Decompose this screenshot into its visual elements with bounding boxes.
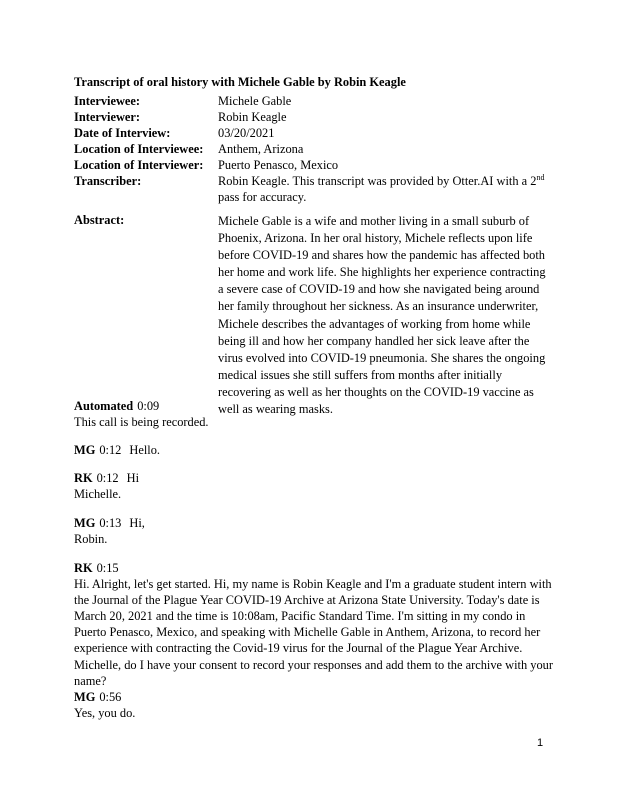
transcriber-text-end: pass for accuracy. (218, 190, 307, 204)
timestamp: 0:15 (96, 561, 119, 575)
meta-label: Interviewee: (74, 94, 141, 108)
timestamp: 0:13 (99, 516, 122, 530)
abstract-text: Michele Gable is a wife and mother living in a small suburb of Phoenix, Arizona. In her oral history, Michele reflects upon life before COVID-19 and shares how the pandemic has affected both her home and work life. She highlights her experience contracting a severe case of COVID-19 and how she navigated being around her family throughout her sickness. As an insurance underwriter, Michele describes the advantages of working from home while being ill and how her company handled her sick leave after the virus evolved into COVID-19 pneumonia. She shares the ongoing medical issues she still suffers from months after initially recovering as well as her thoughts on the COVID-19 vaccine as well as wearing masks. (218, 214, 546, 417)
timestamp: 0:56 (99, 690, 122, 704)
transcript-turn (74, 442, 554, 458)
turn-text: Hi, (129, 516, 145, 530)
ordinal-suffix: nd (536, 172, 545, 182)
meta-label: Interviewer: (74, 110, 141, 124)
meta-value: Robin Keagle (218, 110, 287, 124)
transcript-turn (74, 398, 554, 430)
speaker-label: RK (74, 471, 93, 485)
transcript-turn (74, 470, 554, 502)
transcript-turn (74, 560, 554, 689)
turn-text: Hello. (129, 443, 161, 457)
page-number: 1 (537, 737, 544, 749)
turn-text-continued: Michelle. (74, 487, 122, 502)
timestamp: 0:12 (96, 471, 119, 485)
turn-text: Hi. Alright, let's get started. Hi, my name is Robin Keagle and I'm a graduate student intern with the Journal of the Plague Year COVID-19 Archive at Arizona State University. Today's date is March 20, 2021 and the time is 10:08am, Pacific Standard Time. I'm sitting in my condo in Puerto Penasco, Mexico, and speaking with Michelle Gable in Anthem, Arizona, to record her experience with contracting the Covid-19 virus for the Journal of the Plague Year Archive. Michelle, do I have your consent to record your responses and add them to the archive with your name? (74, 577, 553, 688)
speaker-label: MG (74, 516, 96, 530)
speaker-label: MG (74, 443, 96, 457)
meta-value: Michele Gable (218, 94, 292, 108)
turn-text: Hi (126, 471, 140, 485)
transcript-turn (74, 515, 554, 547)
meta-label: Location of Interviewer: (74, 158, 204, 172)
document-title: Transcript of oral history with Michele Gable by Robin Keagle (74, 75, 406, 89)
meta-value: Puerto Penasco, Mexico (218, 158, 339, 172)
meta-label: Transcriber: (74, 174, 142, 188)
turn-text: This call is being recorded. (74, 415, 209, 430)
turn-text: Yes, you do. (74, 706, 136, 721)
transcriber-text: Robin Keagle. This transcript was provided by Otter.AI with a 2 (218, 174, 537, 188)
meta-label: Location of Interviewee: (74, 142, 204, 156)
timestamp: 0:12 (99, 443, 122, 457)
timestamp: 0:09 (137, 399, 160, 413)
meta-value: 03/20/2021 (218, 126, 275, 140)
abstract-label: Abstract: (74, 213, 125, 227)
transcript-turn (74, 689, 554, 721)
speaker-label: MG (74, 690, 96, 704)
speaker-label: Automated (74, 399, 134, 413)
meta-label: Date of Interview: (74, 126, 171, 140)
meta-value: Anthem, Arizona (218, 142, 304, 156)
speaker-label: RK (74, 561, 93, 575)
turn-text-continued: Robin. (74, 532, 108, 547)
meta-value (218, 173, 548, 205)
